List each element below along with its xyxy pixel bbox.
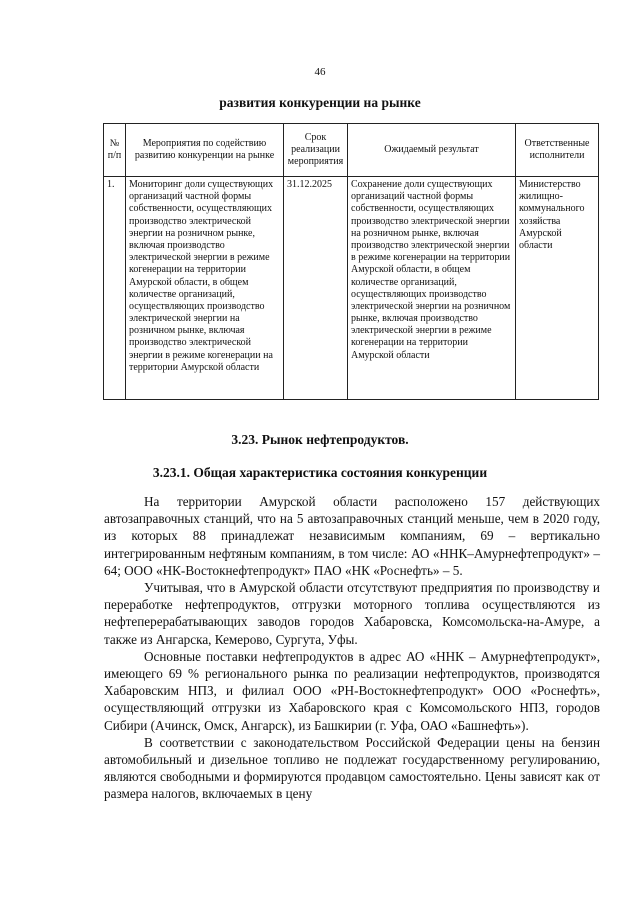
row-measure: Мониторинг доли существующих организаций частной формы собственности, осуществляющих производство электрической энергии на розничном рынке, включая производство электрической энергии в режиме когенерации на территории Амурской области, в общем количестве организаций, осуществляющих производство электрической энергии на розничном рынке, включая производство электрической энергии в режиме когенерации на территории Амурской области: [126, 177, 284, 400]
header-responsible: Ответственные исполнители: [516, 124, 599, 177]
paragraph: Учитывая, что в Амурской области отсутствуют предприятия по производству и переработке нефтепродуктов, отгрузки моторного топлива осуществляются из нефтеперерабатывающих заводов городов Хабаровска, Комсомольска-на-Амуре, а также из Ангарска, Кемерово, Сургута, Уфы.: [104, 580, 600, 647]
table-heading-continuation: развития конкуренции на рынке: [219, 95, 421, 110]
row-deadline: 31.12.2025: [284, 177, 348, 400]
section-body: [104, 493, 600, 803]
row-num: 1.: [104, 177, 126, 400]
page-number: 46: [314, 66, 326, 78]
paragraph: В соответствии с законодательством Российской Федерации цены на бензин автомобильный и дизельное топливо не подлежат государственному регулированию, являются свободными и формируются продавцом самостоятельно. Цены зависят как от размера налогов, включаемых в цену: [104, 734, 600, 802]
header-deadline: Срок реализации мероприятия: [284, 124, 348, 177]
table-header-row: [104, 124, 599, 177]
header-num: № п/п: [104, 124, 126, 177]
table-row: [104, 177, 599, 400]
row-result: Сохранение доли существующих организаций частной формы собственности, осуществляющих производство электрической энергии на розничном рынке, включая производство электрической энергии в режиме когенерации на территории Амурской области, в общем количестве организаций, осуществляющих производство электрической энергии на розничном рынке, включая производство электрической энергии в режиме когенерации на территории Амурской области: [348, 177, 516, 400]
header-result: Ожидаемый результат: [348, 124, 516, 177]
paragraph: Основные поставки нефтепродуктов в адрес АО «ННК – Амурнефтепродукт», имеющего 69 % регионального рынка по реализации нефтепродуктов, производятся Хабаровским НПЗ, и филиал ООО «РН-Востокнефтепродукт» ООО «Роснефть», осуществляющий отгрузки из Хабаровского края с Комсомольского НПЗ, городов Сибири (Ачинск, Омск, Ангарск), из Башкирии (г. Уфа, ОАО «Башнефть»).: [104, 648, 600, 733]
paragraph: На территории Амурской области расположено 157 действующих автозаправочных станций, что на 5 автозаправочных станций меньше, чем в 2020 году, из которых 88 принадлежат независимым компаниям, 69 – вертикально интегрированным нефтяным компаниям, в том числе: АО «ННК–Амурнефтепродукт» – 64; ООО «НК-Востокнефтепродукт» ПАО «НК «Роснефть» – 5.: [104, 494, 600, 578]
section-title: 3.23. Рынок нефтепродуктов.: [231, 432, 409, 447]
header-measures: Мероприятия по содействию развитию конкуренции на рынке: [126, 124, 284, 177]
section-subtitle: 3.23.1. Общая характеристика состояния конкуренции: [152, 465, 488, 480]
row-responsible: Министерство жилищно-коммунального хозяйства Амурской области: [516, 177, 599, 400]
measures-table: [103, 123, 599, 400]
